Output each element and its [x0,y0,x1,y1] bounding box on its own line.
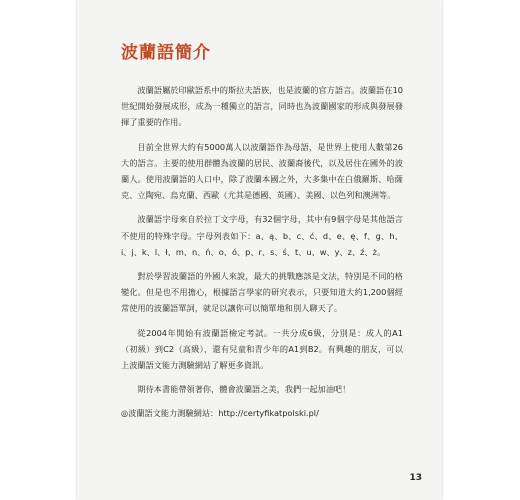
paragraph-origin: 波蘭語屬於印歐語系中的斯拉夫語族，也是波蘭的官方語言。波蘭語在10世紀開始發展成形，成為一種獨立的語言，同時也為波蘭國家的形成與發展發揮了重要的作用。 [121,85,403,128]
book-page [77,0,442,500]
page-title: 波蘭語簡介 [121,43,211,63]
body-text [121,82,403,422]
website-link[interactable]: ◎波蘭語文能力測驗網站：http://certyfikatpolski.pl/ [121,408,319,419]
paragraph-speakers: 目前全世界大約有5000萬人以波蘭語作為母語，是世界上使用人數第26大的語言。主要的使用群體為波蘭的居民、波蘭裔後代，以及居住在國外的波蘭人。使用波蘭語的人口中，除了波蘭本國之外，大多集中在白俄羅斯、哈薩克、立陶宛、烏克蘭、西歐（尤其是德國、英國）、美國、以色列和澳洲等。 [121,141,403,201]
paragraph-grammar: 對於學習波蘭語的外國人來說，最大的挑戰應該是文法，特別是不同的格變化。但是也不用擔心，根據語言學家的研究表示，只要知道大約1,200個經常使用的波蘭語單詞，就足以讓你可以簡單地和別人聊天了。 [121,271,403,314]
paragraph-closing: 期待本書能帶領著你，體會波蘭語之美，我們一起加油吧！ [137,384,351,395]
paragraph-exam: 從2004年開始有波蘭語檢定考試。一共分成6級，分別是：成人的A1（初級）到C2（高級），還有兒童和青少年的A1到B2。有興趣的朋友，可以上波蘭語文能力測驗網站了解更多資訊。 [121,327,403,371]
page-number: 13 [409,473,422,483]
paragraph-alphabet: 波蘭語字母來自於拉丁文字母，有32個字母，其中有9個字母是其他語言不使用的特殊字母。字母列表如下：a、ą、b、c、ć、d、e、ę、f、g、h、i、j、k、l、ł、m、n、ń、o、ó、p、r、s、ś、t、u、w、y、z、ź、ż。 [121,214,403,257]
